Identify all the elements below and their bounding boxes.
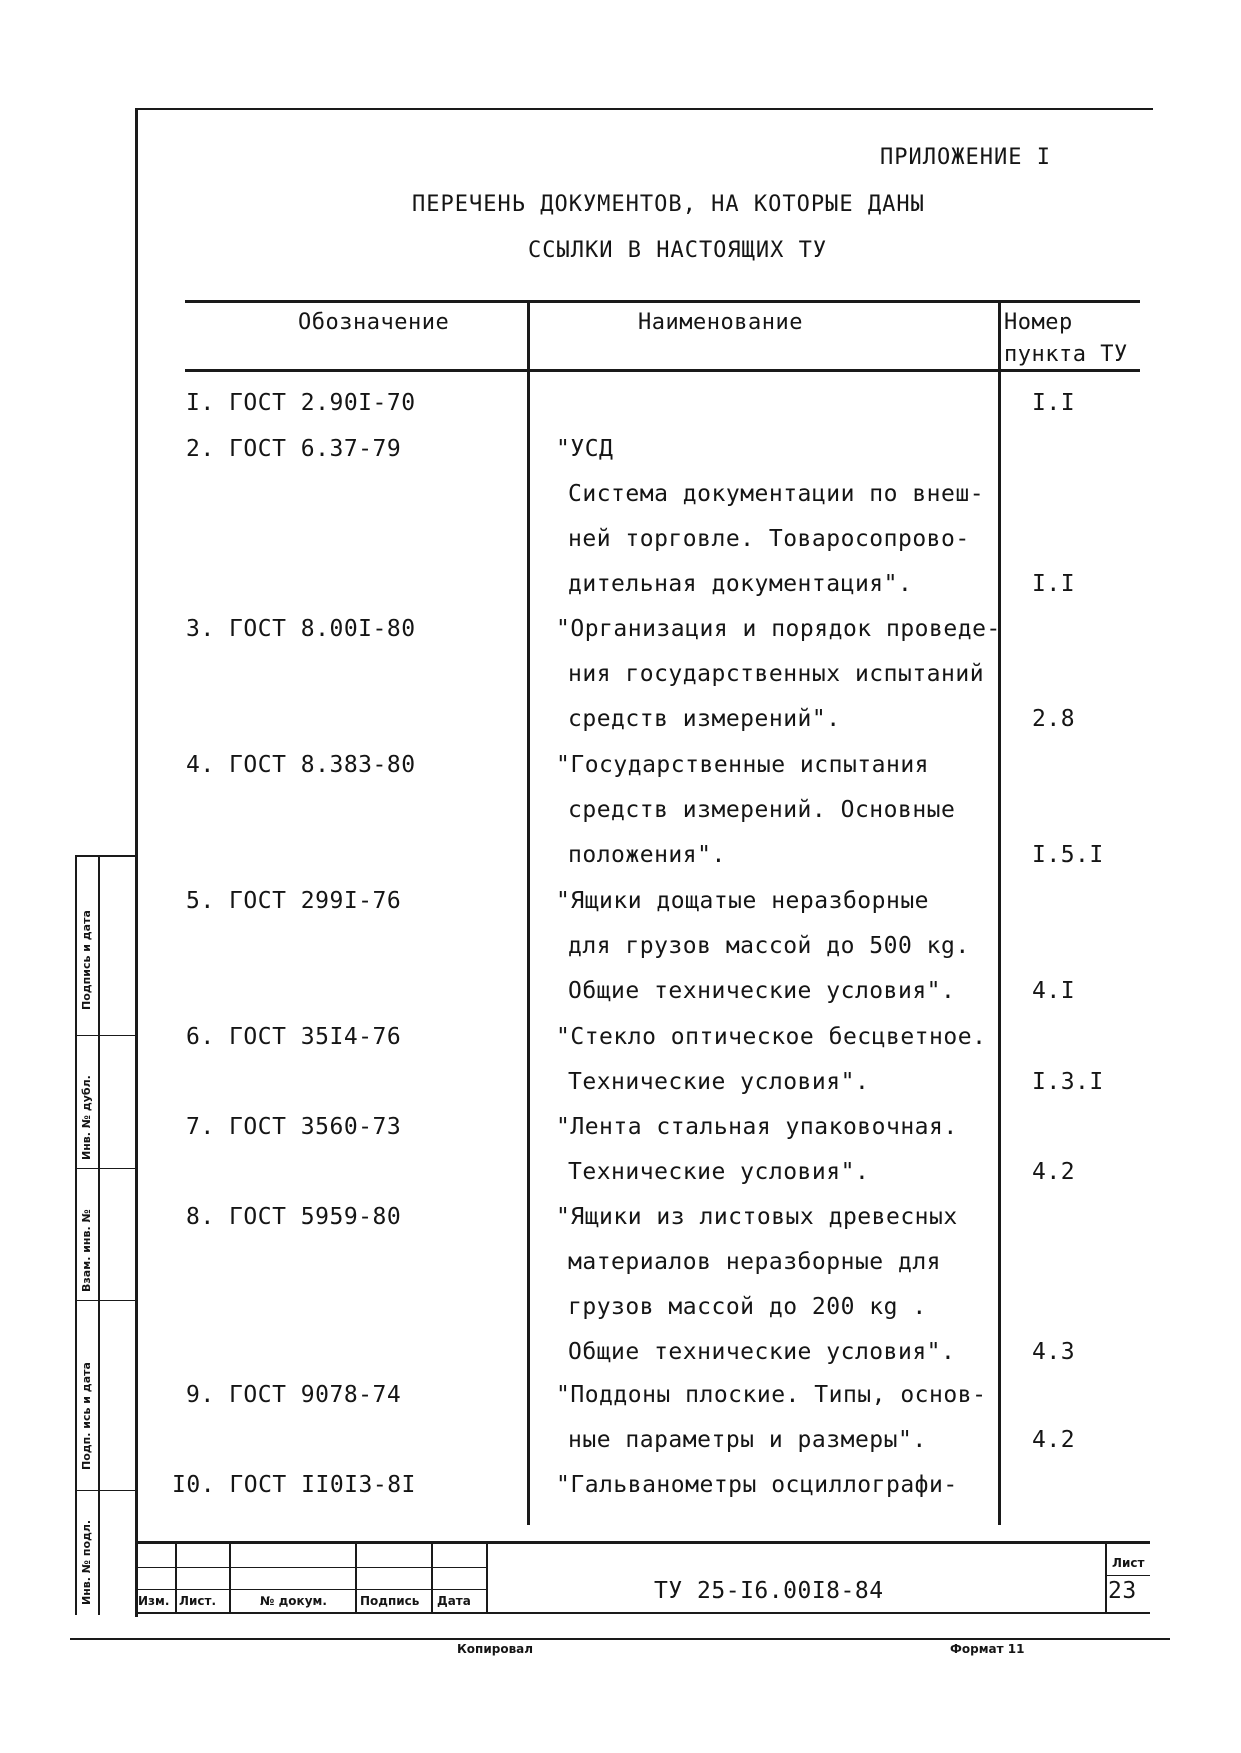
sheet-number: 23 xyxy=(1108,1578,1137,1604)
side-label-inv-dubl: Инв. № дубл. xyxy=(80,1075,93,1160)
row-1-clause: I.I xyxy=(1032,390,1076,416)
side-strip-inner xyxy=(98,855,100,1615)
col-header-name: Наименование xyxy=(638,310,803,335)
row-9-clause: 4.2 xyxy=(1032,1427,1076,1453)
row-7-name-line-1: "Лента стальная упаковочная. xyxy=(556,1114,958,1140)
row-7-name-line-2: Технические условия". xyxy=(568,1159,870,1185)
stamp-row-rule-2 xyxy=(135,1589,487,1590)
row-6-name-line-2: Технические условия". xyxy=(568,1069,870,1095)
page-title: ПЕРЕЧЕНЬ ДОКУМЕНТОВ, НА КОТОРЫЕ ДАНЫ xyxy=(412,192,925,217)
row-3-name-line-3: средств измерений". xyxy=(568,706,841,732)
stamp-label-sign: Подпись xyxy=(360,1594,420,1608)
row-2-name-line-2: Система документации по внеш- xyxy=(568,481,985,507)
stamp-col-rule-1 xyxy=(175,1541,177,1614)
table-divider-1 xyxy=(527,300,530,1525)
stamp-label-doc: № докум. xyxy=(260,1594,327,1608)
row-5-name-line-3: Общие технические условия". xyxy=(568,978,956,1004)
row-7-clause: 4.2 xyxy=(1032,1159,1076,1185)
row-1-designation: I. ГОСТ 2.90I-70 xyxy=(186,390,416,416)
row-2-name-line-3: ней торговле. Товаросопрово- xyxy=(568,526,970,552)
row-2-designation: 2. ГОСТ 6.37-79 xyxy=(186,436,402,462)
side-label-vzam-inv: Взам. инв. № xyxy=(80,1209,93,1292)
stamp-label-date: Дата xyxy=(437,1594,471,1608)
row-7-designation: 7. ГОСТ 3560-73 xyxy=(186,1114,402,1140)
stamp-sheet-rule xyxy=(1105,1575,1150,1576)
stamp-label-list: Лист. xyxy=(179,1594,217,1608)
row-10-designation: I0. ГОСТ II0I3-8I xyxy=(172,1472,416,1498)
row-5-designation: 5. ГОСТ 299I-76 xyxy=(186,888,402,914)
side-label-sign-date-1: Подп. ись и дата xyxy=(80,1362,93,1470)
row-10-name-line-1: "Гальванометры осциллографи- xyxy=(556,1472,958,1498)
row-5-name-line-2: для грузов массой до 500 кg. xyxy=(568,933,970,959)
row-6-designation: 6. ГОСТ 35I4-76 xyxy=(186,1024,402,1050)
footer-copied: Копировал xyxy=(457,1642,534,1656)
col-header-designation: Обозначение xyxy=(298,310,450,335)
row-3-name-line-1: "Организация и порядок проведе- xyxy=(556,616,1001,642)
side-strip-rule-2 xyxy=(75,1168,135,1169)
side-strip-rule-1 xyxy=(75,1035,135,1036)
row-9-name-line-1: "Поддоны плоские. Типы, основ- xyxy=(556,1382,987,1408)
row-6-name-line-1: "Стекло оптическое бесцветное. xyxy=(556,1024,987,1050)
row-4-name-line-2: средств измерений. Основные xyxy=(568,797,956,823)
row-8-name-line-1: "Ящики из листовых древесных xyxy=(556,1204,958,1230)
row-8-name-line-4: Общие технические условия". xyxy=(568,1339,956,1365)
row-4-designation: 4. ГОСТ 8.383-80 xyxy=(186,752,416,778)
row-3-clause: 2.8 xyxy=(1032,706,1076,732)
stamp-col-rule-2 xyxy=(229,1541,231,1614)
stamp-col-rule-3 xyxy=(355,1541,357,1614)
row-5-name-line-1: "Ящики дощатые неразборные xyxy=(556,888,930,914)
appendix-label: ПРИЛОЖЕНИЕ I xyxy=(880,145,1051,170)
side-strip-top xyxy=(75,855,135,857)
stamp-bottom-rule xyxy=(135,1612,1150,1614)
row-8-clause: 4.3 xyxy=(1032,1339,1076,1365)
row-9-designation: 9. ГОСТ 9078-74 xyxy=(186,1382,402,1408)
row-4-name-line-1: "Государственные испытания xyxy=(556,752,930,778)
row-2-name-line-1: "УСД xyxy=(556,436,614,462)
row-5-clause: 4.I xyxy=(1032,978,1076,1004)
stamp-top-rule xyxy=(135,1541,1150,1544)
col-header-clause-1: Номер xyxy=(1004,310,1073,335)
side-strip-rule-4 xyxy=(75,1490,135,1491)
document-code: ТУ 25-I6.00I8-84 xyxy=(654,1578,884,1604)
row-4-clause: I.5.I xyxy=(1032,842,1104,868)
page-subtitle: ССЫЛКИ В НАСТОЯЩИХ ТУ xyxy=(528,238,828,263)
row-2-clause: I.I xyxy=(1032,571,1076,597)
table-header-rule xyxy=(185,369,1140,372)
table-divider-2 xyxy=(998,300,1001,1525)
row-6-clause: I.3.I xyxy=(1032,1069,1104,1095)
row-9-name-line-2: ные параметры и размеры". xyxy=(568,1427,927,1453)
row-3-designation: 3. ГОСТ 8.00I-80 xyxy=(186,616,416,642)
footer-format: Формат 11 xyxy=(950,1642,1025,1656)
side-label-inv-podl: Инв. № подл. xyxy=(80,1519,93,1605)
stamp-col-rule-5 xyxy=(486,1541,488,1614)
row-8-designation: 8. ГОСТ 5959-80 xyxy=(186,1204,402,1230)
side-label-sign-date-2: Подпись и дата xyxy=(80,910,93,1010)
row-8-name-line-3: грузов массой до 200 кg . xyxy=(568,1294,927,1320)
row-8-name-line-2: материалов неразборные для xyxy=(568,1249,942,1275)
row-3-name-line-2: ния государственных испытаний xyxy=(568,661,985,687)
stamp-row-rule-1 xyxy=(135,1567,487,1568)
stamp-label-izm: Изм. xyxy=(138,1594,170,1608)
sheet-label: Лист xyxy=(1112,1556,1145,1570)
footer-rule xyxy=(70,1638,1170,1640)
side-strip-rule-3 xyxy=(75,1300,135,1301)
row-2-name-line-4: дительная документация". xyxy=(568,571,913,597)
stamp-col-rule-4 xyxy=(431,1541,433,1614)
side-strip-outer xyxy=(75,855,77,1615)
stamp-col-rule-6 xyxy=(1105,1541,1107,1614)
row-4-name-line-3: положения". xyxy=(568,842,726,868)
col-header-clause-2: пункта ТУ xyxy=(1004,342,1128,367)
table-top-rule xyxy=(185,300,1140,303)
